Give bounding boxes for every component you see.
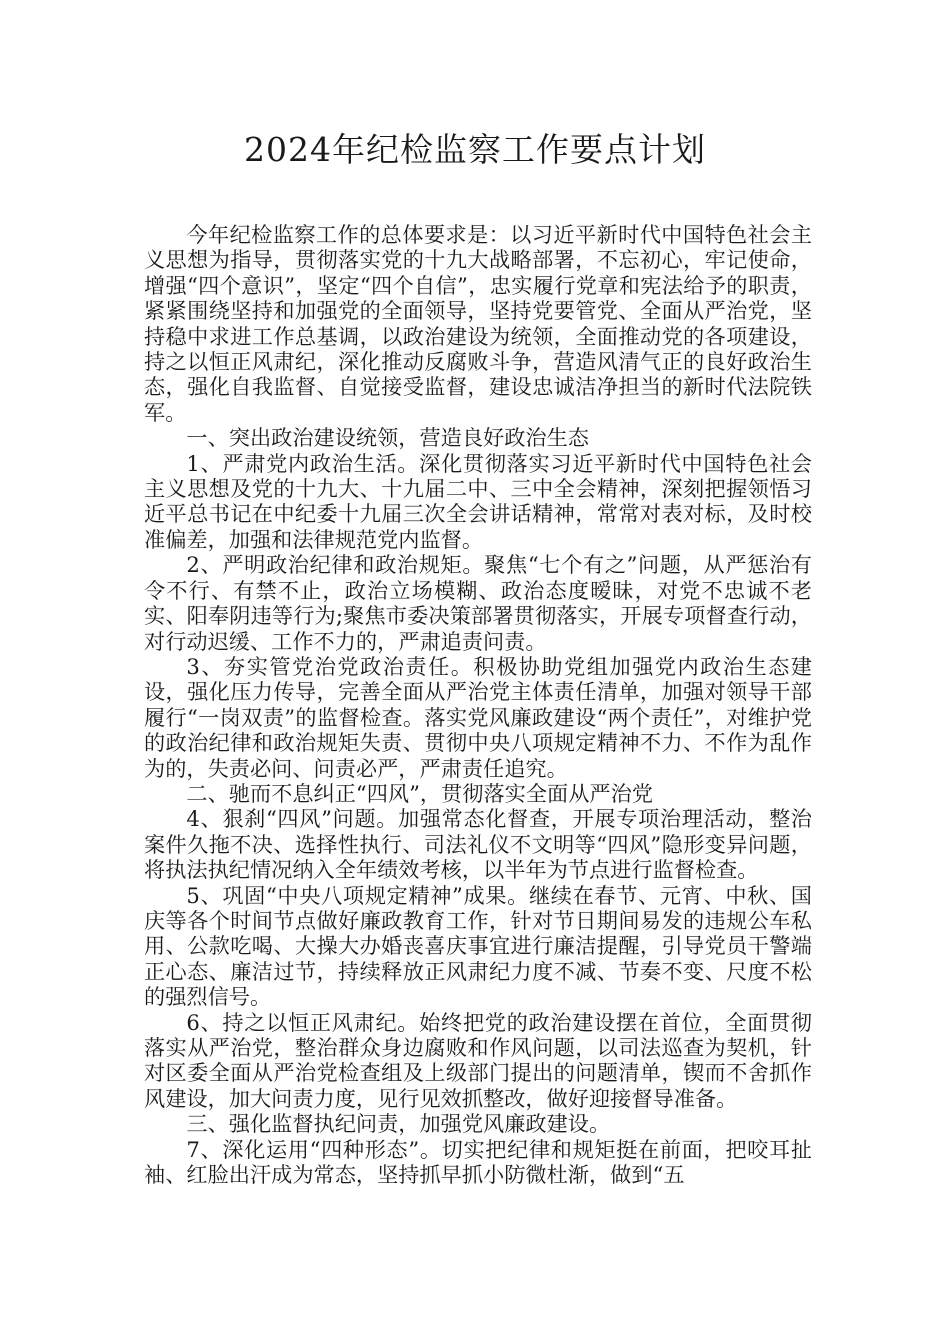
intro-paragraph: 今年纪检监察工作的总体要求是：以习近平新时代中国特色社会主义思想为指导，贯彻落实党的十九大战略部署，不忘初心，牢记使命，增强“四个意识”，坚定“四个自信”，忠实履行党章和宪法给予的职责，紧紧围绕坚持和加强党的全面领导，坚持党要管党、全面从严治党，坚持稳中求进工作总基调，以政治建设为统领，全面推动党的各项建设，持之以恒正风肃纪，深化推动反腐败斗争，营造风清气正的良好政治生态，强化自我监督、自觉接受监督，建设忠诚洁净担当的新时代法院铁军。 — [144, 222, 812, 425]
section-heading-2: 二、驰而不息纠正“四风”，贯彻落实全面从严治党 — [186, 780, 653, 806]
body-paragraph-item-2: 2、严明政治纪律和政治规矩。聚焦“七个有之”问题，从严惩治有令不行、有禁不止，政治立场模糊、政治态度暧昧，对党不忠诚不老实、阳奉阴违等行为;聚焦市委决策部署贯彻落实，开展专项督查行动，对行动迟缓、工作不力的，严肃追责问责。 — [144, 552, 812, 654]
body-paragraph-item-1: 1、严肃党内政治生活。深化贯彻落实习近平新时代中国特色社会主义思想及党的十九大、十九届二中、三中全会精神，深刻把握领悟习近平总书记在中纪委十九届三次全会讲话精神，常常对表对标，及时校准偏差，加强和法律规范党内监督。 — [144, 450, 812, 552]
body-paragraph-item-7: 7、深化运用“四种形态”。切实把纪律和规矩挺在前面，把咬耳扯袖、红脸出汗成为常态，坚持抓早抓小防微杜渐，做到“五 — [144, 1136, 812, 1188]
body-paragraph-item-3: 3、夯实管党治党政治责任。积极协助党组加强党内政治生态建设，强化压力传导，完善全面从严治党主体责任清单，加强对领导干部履行“一岗双责”的监督检查。落实党风廉政建设“两个责任”，对维护党的政治纪律和政治规矩失责、贯彻中央八项规定精神不力、不作为乱作为的，失责必问、问责必严，严肃责任追究。 — [144, 653, 812, 781]
document-title: 2024年纪检监察工作要点计划 — [244, 130, 706, 169]
document-body — [144, 222, 812, 1187]
body-paragraph-item-4: 4、狠刹“四风”问题。加强常态化督查，开展专项治理活动，整治案件久拖不决、选择性执行、司法礼仪不文明等“四风”隐形变异问题，将执法执纪情况纳入全年绩效考核，以半年为节点进行监督检查。 — [144, 806, 812, 883]
body-paragraph-item-6: 6、持之以恒正风肃纪。始终把党的政治建设摆在首位，全面贯彻落实从严治党，整治群众身边腐败和作风问题，以司法巡查为契机，针对区委全面从严治党检查组及上级部门提出的问题清单，锲而不舍抓作风建设，加大问责力度，见行见效抓整改，做好迎接督导准备。 — [144, 1009, 812, 1111]
body-paragraph-item-5: 5、巩固“中央八项规定精神”成果。继续在春节、元宵、中秋、国庆等各个时间节点做好廉政教育工作，针对节日期间易发的违规公车私用、公款吃喝、大操大办婚丧喜庆事宜进行廉洁提醒，引导党员干警端正心态、廉洁过节，持续释放正风肃纪力度不减、节奏不变、尺度不松的强烈信号。 — [144, 882, 812, 1010]
section-heading-3: 三、强化监督执纪问责，加强党风廉政建设。 — [186, 1111, 611, 1137]
section-heading-1: 一、突出政治建设统领，营造良好政治生态 — [186, 425, 589, 451]
